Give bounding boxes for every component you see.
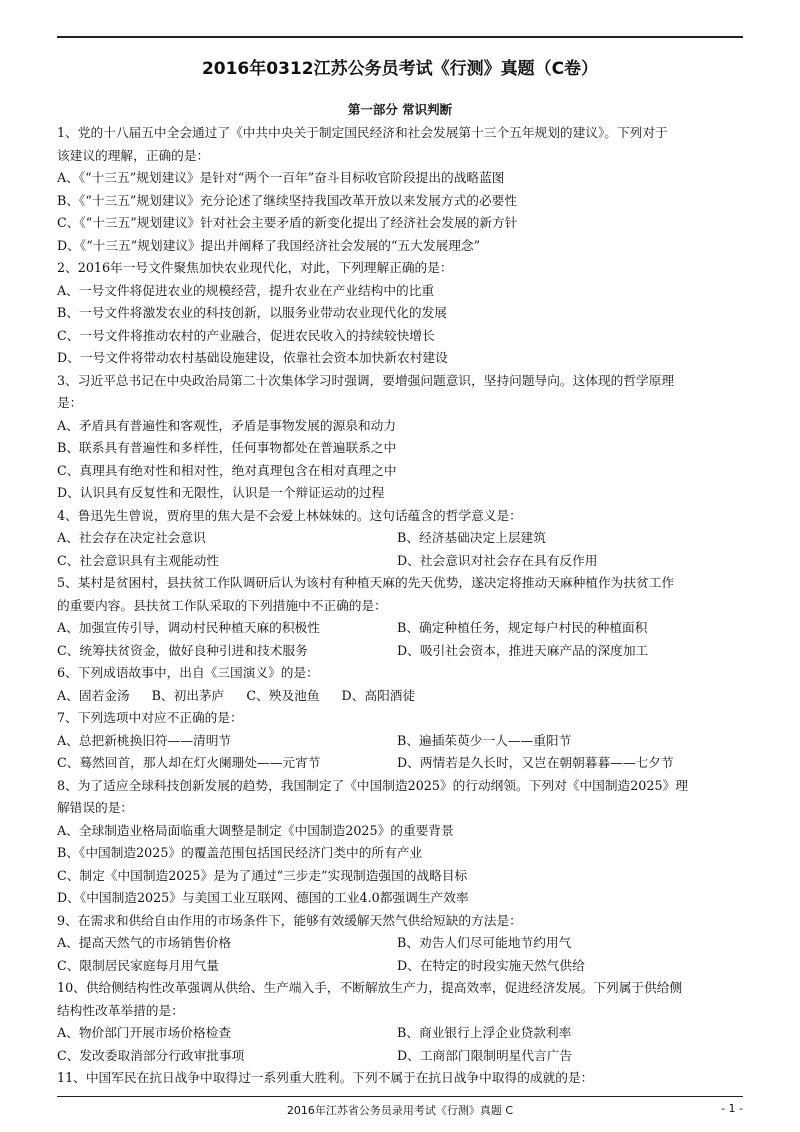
option-row <box>57 640 743 663</box>
option: D、一号文件将带动农村基础设施建设，依靠社会资本加快新农村建设 <box>57 350 448 365</box>
option: C、统筹扶贫资金，做好良种引进和技术服务 <box>57 642 308 658</box>
option-row <box>57 685 743 708</box>
option: C、制定《中国制造2025》是为了通过“三步走”实现制造强国的战略目标 <box>57 867 468 883</box>
option: B、确定种植任务，规定每户村民的种植面积 <box>397 620 648 635</box>
option: A、提高天然气的市场销售价格 <box>57 935 232 950</box>
option: A、物价部门开展市场价格检查 <box>57 1025 232 1040</box>
option-row <box>57 1045 743 1068</box>
option: C、殃及池鱼 <box>246 687 320 703</box>
option: D、《“十三五”规划建议》提出并阐释了我国经济社会发展的“五大发展理念” <box>57 237 481 253</box>
question-stem: 该建议的理解，正确的是： <box>57 147 210 163</box>
section-heading: 第一部分 常识判断 <box>347 102 453 117</box>
option: B、劝告人们尽可能地节约用气 <box>397 935 572 950</box>
question-stem: 9、在需求和供给自由作用的市场条件下，能够有效缓解天然气供给短缺的方法是： <box>57 912 522 928</box>
option: C、蓦然回首，那人却在灯火阑珊处——元宵节 <box>57 755 321 770</box>
option: D、工商部门限制明星代言广告 <box>397 1047 573 1063</box>
option-row <box>57 932 743 955</box>
option: D、社会意识对社会存在具有反作用 <box>397 552 598 568</box>
option: A、加强宣传引导，调动村民种植天麻的积极性 <box>57 620 320 635</box>
question-stem: 11、中国军民在抗日战争中取得过一系列重大胜利。下列不属于在抗日战争中取得的成就的是： <box>57 1070 594 1085</box>
footer-text: 2016年江苏省公务员录用考试《行测》真题 C <box>286 1104 514 1117</box>
option: C、真理具有绝对性和相对性，绝对真理包含在相对真理之中 <box>57 462 397 478</box>
option: D、吸引社会资本，推进天麻产品的深度加工 <box>397 642 649 658</box>
option: A、总把新桃换旧符——清明节 <box>57 732 232 748</box>
option: D、《中国制造2025》与美国工业互联网、德国的工业4.0都强调生产效率 <box>57 890 469 905</box>
question-stem: 2、2016年一号文件聚焦加快农业现代化，对此，下列理解正确的是： <box>57 260 453 275</box>
option: B、联系具有普遍性和多样性，任何事物都处在普遍联系之中 <box>57 440 397 455</box>
question-list <box>57 122 743 1090</box>
question-stem: 的重要内容。县扶贫工作队采取的下列措施中不正确的是： <box>57 597 387 613</box>
option: B、初出茅庐 <box>151 687 225 703</box>
option: C、限制居民家庭每月用气量 <box>57 957 219 973</box>
option: A、矛盾具有普遍性和客观性，矛盾是事物发展的源泉和动力 <box>57 417 397 433</box>
header-rule <box>57 36 743 38</box>
option: C、《“十三五”规划建议》针对社会主要矛盾的新变化提出了经济社会发展的新方针 <box>57 215 518 230</box>
option-row <box>57 527 743 550</box>
page-number: - 1 - <box>721 1102 743 1115</box>
question-stem: 结构性改革举措的是： <box>57 1002 184 1018</box>
page-title: 2016年0312江苏公务员考试《行测》真题（C卷） <box>201 59 599 79</box>
option: A、全球制造业格局面临重大调整是制定《中国制造2025》的重要背景 <box>57 822 454 838</box>
option-row <box>57 1022 743 1045</box>
option: A、一号文件将促进农业的规模经营，提升农业在产业结构中的比重 <box>57 282 435 298</box>
option: C、社会意识具有主观能动性 <box>57 552 219 568</box>
option: B、《中国制造2025》的覆盖范围包括国民经济门类中的所有产业 <box>57 845 423 860</box>
question-stem: 8、为了适应全球科技创新发展的趋势，我国制定了《中国制造2025》的行动纲领。下列对《中国制造2025》理 <box>57 777 688 793</box>
question-stem: 5、某村是贫困村，县扶贫工作队调研后认为该村有种植天麻的先天优势，遂决定将推动天麻种植作为扶贫工作 <box>57 575 675 590</box>
option: B、商业银行上浮企业贷款利率 <box>397 1025 572 1040</box>
option: D、在特定的时段实施天然气供给 <box>397 957 585 973</box>
option-row <box>57 955 743 978</box>
footer-rule <box>57 1096 743 1097</box>
question-stem: 7、下列选项中对应不正确的是： <box>57 710 243 725</box>
option: A、固若金汤 <box>57 687 130 703</box>
question-stem: 4、鲁迅先生曾说，贾府里的焦大是不会爱上林妹妹的。这句话蕴含的哲学意义是： <box>57 507 522 523</box>
question-stem: 解错误的是： <box>57 800 134 815</box>
option: C、发改委取消部分行政审批事项 <box>57 1047 245 1063</box>
option: A、《“十三五”规划建议》是针对“两个一百年”奋斗目标收官阶段提出的战略蓝图 <box>57 170 505 185</box>
question-stem: 1、党的十八届五中全会通过了《中共中央关于制定国民经济和社会发展第十三个五年规划的建议》。下列对于 <box>57 125 668 140</box>
option: B、遍插茱萸少一人——重阳节 <box>397 732 572 748</box>
option: B、《“十三五”规划建议》充分论述了继续坚持我国改革开放以来发展方式的必要性 <box>57 192 518 208</box>
option-row <box>57 730 743 753</box>
option: D、认识具有反复性和无限性，认识是一个辩证运动的过程 <box>57 485 385 500</box>
option: A、社会存在决定社会意识 <box>57 530 206 545</box>
question-stem: 10、供给侧结构性改革强调从供给、生产端入手，不断解放生产力，提高效率，促进经济发展。下列属于供给侧 <box>57 980 683 995</box>
option-row <box>57 550 743 573</box>
option: D、高阳酒徒 <box>341 687 416 703</box>
option: B、经济基础决定上层建筑 <box>397 530 546 545</box>
option-row <box>57 752 743 775</box>
option: B、一号文件将激发农业的科技创新，以服务业带动农业现代化的发展 <box>57 305 447 320</box>
question-stem: 3、习近平总书记在中央政治局第二十次集体学习时强调，要增强问题意识，坚持问题导向。这体现的哲学原理 <box>57 372 675 388</box>
question-stem: 6、下列成语故事中，出自《三国演义》的是： <box>57 665 319 680</box>
option-row <box>57 617 743 640</box>
option: D、两情若是久长时，又岂在朝朝暮暮——七夕节 <box>397 755 674 770</box>
question-stem: 是： <box>57 395 83 410</box>
option: C、一号文件将推动农村的产业融合，促进农民收入的持续较快增长 <box>57 327 435 343</box>
